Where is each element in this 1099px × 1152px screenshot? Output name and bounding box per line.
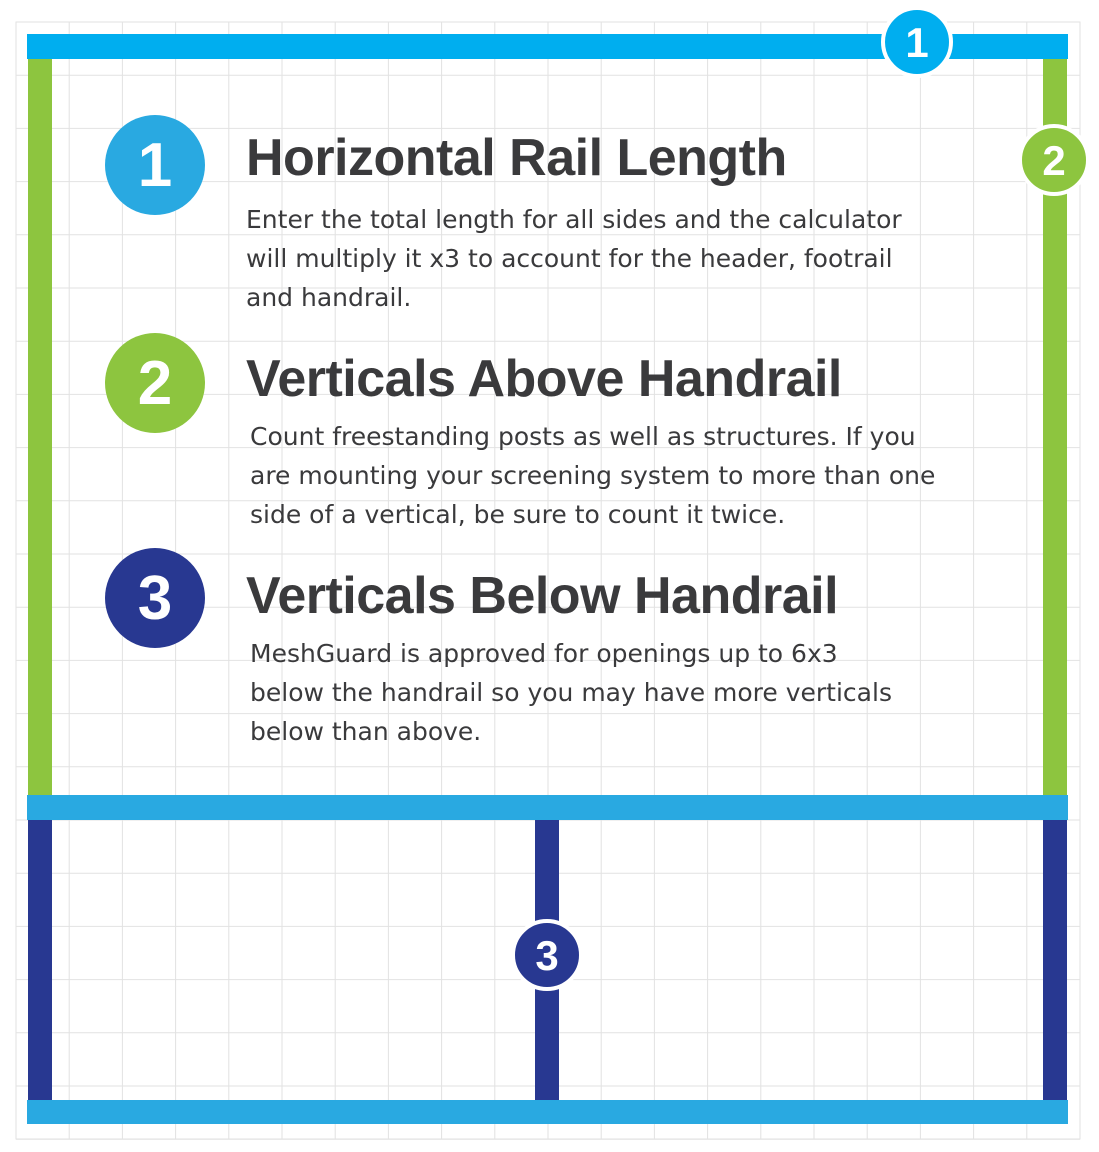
step-3-description: MeshGuard is approved for openings up to 6x3 below the handrail so you may have more verticals below than above. bbox=[250, 639, 892, 746]
step-1-number-badge: 1 bbox=[105, 115, 205, 215]
left-vertical-below bbox=[28, 818, 52, 1103]
rail-badge-3-label: 3 bbox=[535, 932, 559, 979]
rail-badge-2-label: 2 bbox=[1042, 137, 1066, 184]
step-2-title: Verticals Above Handrail bbox=[246, 350, 842, 408]
right-vertical-below bbox=[1043, 818, 1067, 1103]
footrail bbox=[27, 1100, 1068, 1124]
rail-badge-3 bbox=[513, 921, 581, 989]
rail-badge-2 bbox=[1020, 126, 1088, 194]
step-3-title: Verticals Below Handrail bbox=[246, 567, 839, 625]
step-1 bbox=[246, 129, 902, 317]
step-1-description: Enter the total length for all sides and the calculator will multiply it x3 to account for the header, footrail and handrail. bbox=[246, 205, 902, 312]
handrail bbox=[27, 795, 1068, 820]
rail-badge-1-label: 1 bbox=[905, 19, 929, 66]
step-2-description: Count freestanding posts as well as structures. If you are mounting your screening system to more than one side of a vertical, be sure to count it twice. bbox=[250, 422, 936, 529]
left-vertical-above bbox=[28, 58, 52, 796]
step-1-title: Horizontal Rail Length bbox=[246, 129, 787, 187]
step-2-number-badge: 2 bbox=[105, 333, 205, 433]
rail-badge-1 bbox=[883, 8, 951, 76]
step-3-number-badge: 3 bbox=[105, 548, 205, 648]
step-2 bbox=[246, 350, 936, 534]
step-3 bbox=[246, 567, 892, 751]
